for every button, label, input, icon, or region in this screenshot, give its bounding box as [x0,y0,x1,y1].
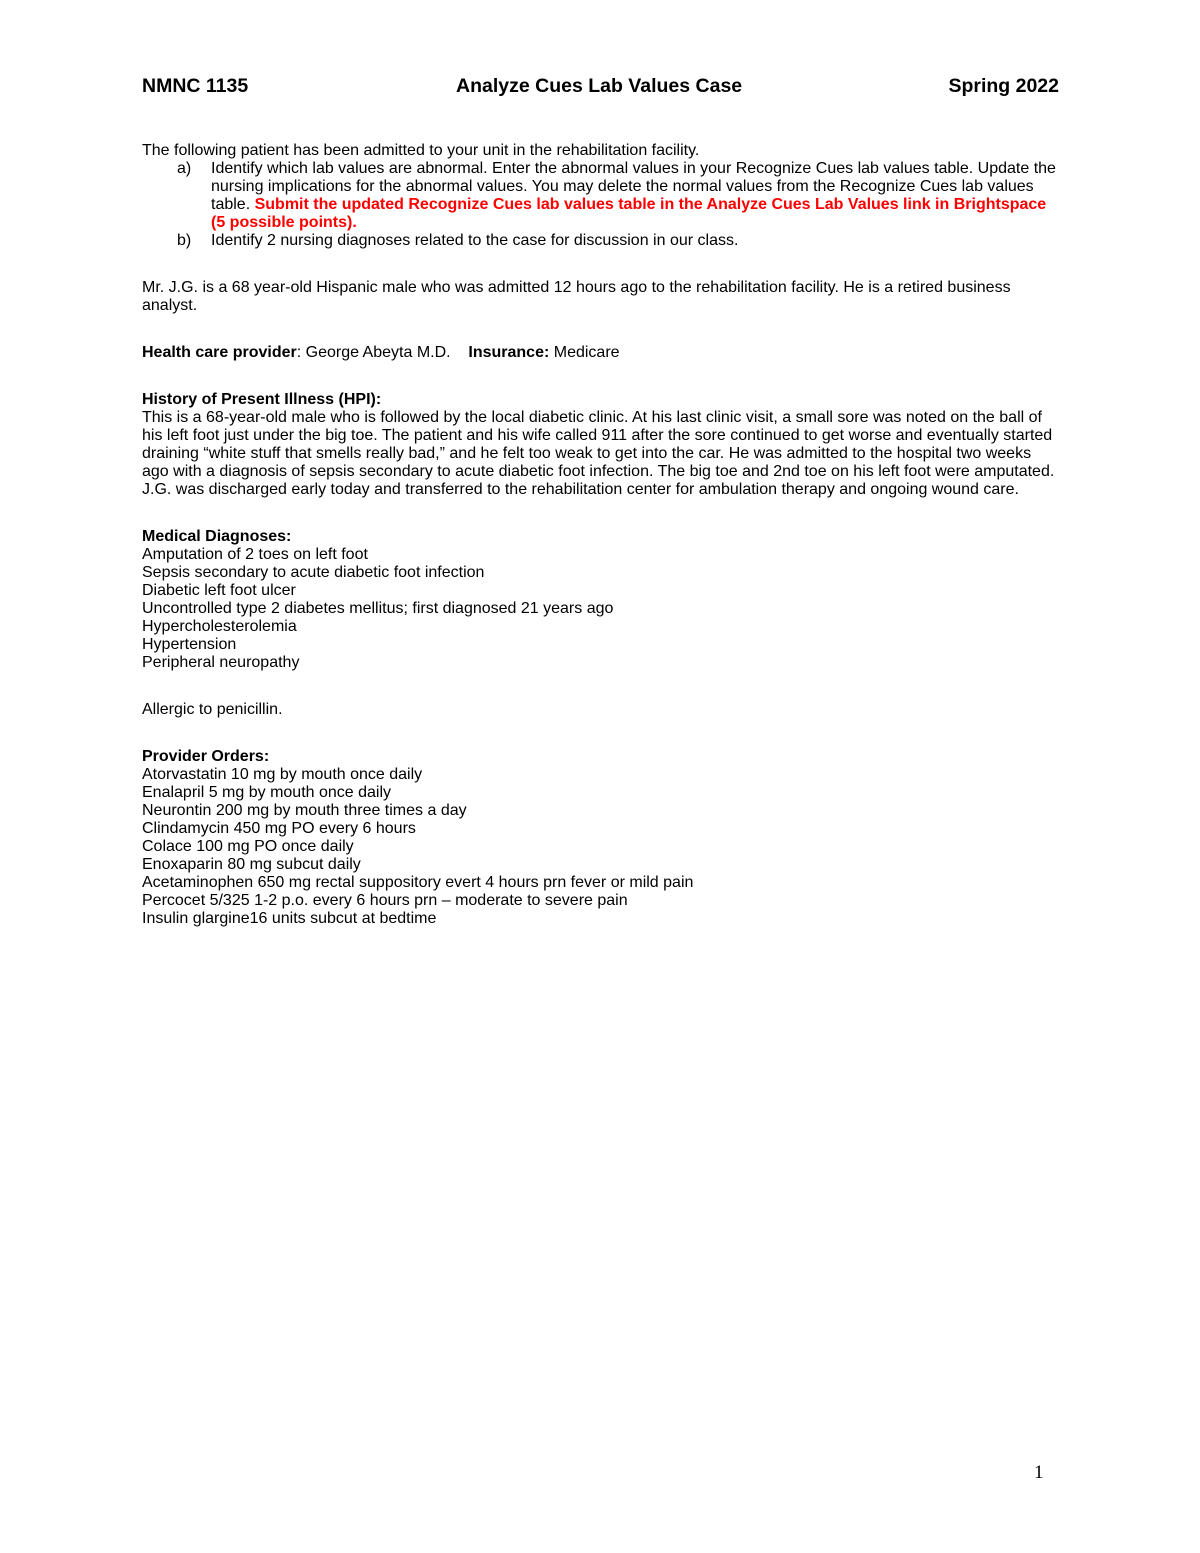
diagnosis-item: Uncontrolled type 2 diabetes mellitus; first diagnosed 21 years ago [142,600,614,617]
provider-value: : George Abeyta M.D. [296,344,451,361]
document-title: Analyze Cues Lab Values Case [456,75,743,97]
order-item: Atorvastatin 10 mg by mouth once daily [142,766,423,783]
page-header [142,72,1059,101]
insurance-value: Medicare [549,344,620,361]
document-body [142,142,1062,928]
insurance-label: Insurance: [468,344,550,361]
page-number: 1 [1034,1462,1044,1483]
diagnosis-item: Diabetic left foot ulcer [142,582,296,599]
order-item: Colace 100 mg PO once daily [142,838,354,855]
instruction-item-a [142,160,1062,232]
order-item: Percocet 5/325 1-2 p.o. every 6 hours prn – moderate to severe pain [142,892,628,909]
order-item: Clindamycin 450 mg PO every 6 hours [142,820,416,837]
hpi-text: This is a 68-year-old male who is followed by the local diabetic clinic. At his last clinic visit, a small sore was noted on the ball of his left foot just under the big toe. The patient and his wife called 911 after the sore continued to get worse and eventually started draining “white stuff that smells really bad,” and he felt too weak to get into the car. He was admitted to the hospital two weeks ago with a diagnosis of sepsis secondary to acute diabetic foot infection. The big toe and 2nd toe on his left foot were amputated. J.G. was discharged early today and transferred to the rehabilitation center for ambulation therapy and ongoing wound care. [142,409,1055,498]
instruction-list [142,160,1062,250]
instruction-marker: a) [177,160,192,177]
hpi-title: History of Present Illness (HPI): [142,391,382,408]
order-item: Enoxaparin 80 mg subcut daily [142,856,361,873]
allergy-note: Allergic to penicillin. [142,701,283,718]
diagnosis-item: Amputation of 2 toes on left foot [142,546,368,563]
diagnosis-item: Peripheral neuropathy [142,654,300,671]
instruction-marker: b) [177,232,192,249]
patient-summary: Mr. J.G. is a 68 year-old Hispanic male who was admitted 12 hours ago to the rehabilitation facility. He is a retired business analyst. [142,279,1011,314]
course-code: NMNC 1135 [142,75,249,97]
diagnosis-item: Sepsis secondary to acute diabetic foot infection [142,564,485,581]
orders-title: Provider Orders: [142,748,270,765]
instruction-text: Identify which lab values are abnormal. Enter the abnormal values in your Recognize Cues lab values table. Update the nursing implications for the abnormal values. You may delete the normal values from the Recognize Cues lab values table. [211,160,1056,213]
order-item: Enalapril 5 mg by mouth once daily [142,784,392,801]
provider-line [142,344,1062,362]
diagnosis-item: Hypertension [142,636,237,653]
instruction-item-b [142,232,1062,250]
submit-instruction: Submit the updated Recognize Cues lab values table in the Analyze Cues Lab Values link in Brightspace (5 possible points). [211,196,1047,231]
provider-label: Health care provider [142,344,297,361]
diagnosis-item: Hypercholesterolemia [142,618,297,635]
order-item: Neurontin 200 mg by mouth three times a day [142,802,467,819]
term: Spring 2022 [948,75,1059,97]
instruction-text: Identify 2 nursing diagnoses related to the case for discussion in our class. [211,232,739,249]
order-item: Acetaminophen 650 mg rectal suppository evert 4 hours prn fever or mild pain [142,874,694,891]
order-item: Insulin glargine16 units subcut at bedtime [142,910,437,927]
intro-lead: The following patient has been admitted to your unit in the rehabilitation facility. [142,142,700,159]
diagnoses-title: Medical Diagnoses: [142,528,292,545]
